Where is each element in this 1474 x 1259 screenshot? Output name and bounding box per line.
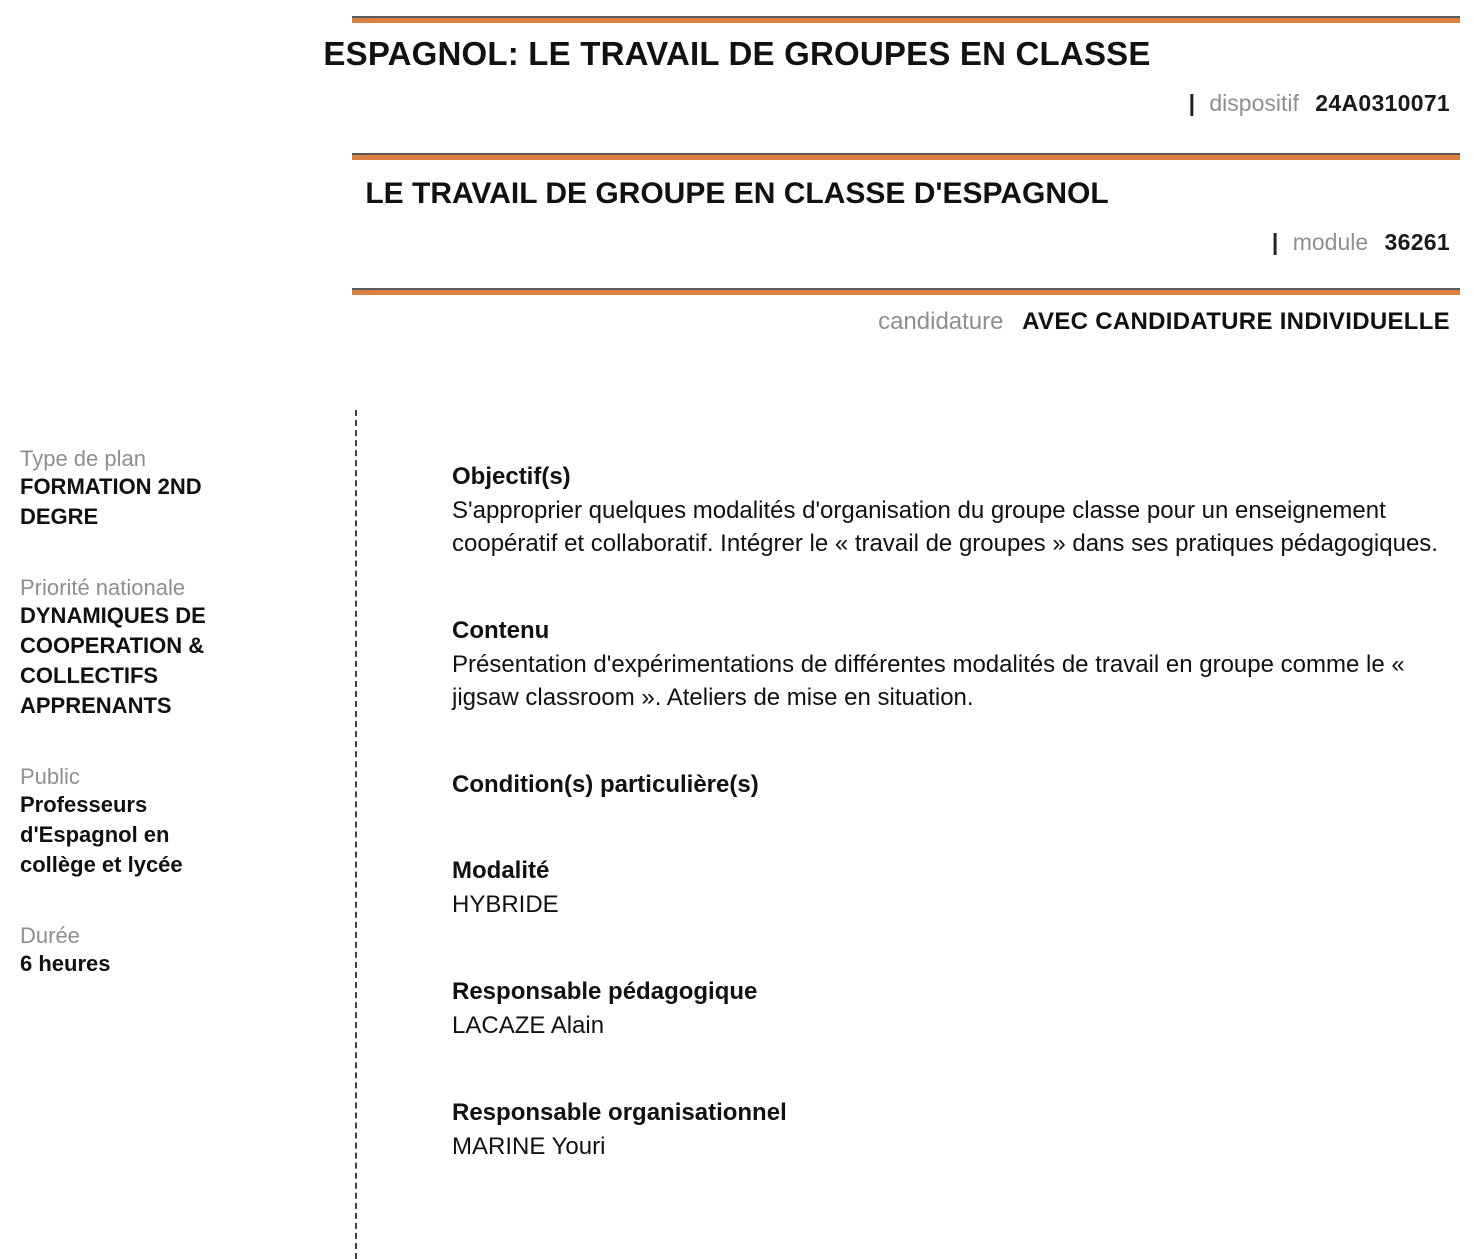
module-code: 36261	[1384, 228, 1450, 255]
sidebar	[0, 410, 355, 1259]
dispositif-code: 24A0310071	[1315, 89, 1450, 116]
sidebar-label: Type de plan	[20, 445, 146, 471]
section-conditions	[452, 770, 1444, 800]
sidebar-value: Professeurs d'Espagnol en collège et lycée	[20, 791, 183, 877]
section-heading: Contenu	[452, 616, 550, 644]
candidature-meta	[0, 307, 1474, 336]
module-meta	[0, 228, 1474, 256]
orange-rule-bottom	[352, 288, 1460, 295]
sidebar-group-public	[20, 763, 245, 880]
section-body: LACAZE Alain	[452, 1011, 605, 1039]
orange-rule-middle	[352, 153, 1460, 160]
candidature-value: AVEC CANDIDATURE INDIVIDUELLE	[1022, 307, 1450, 335]
candidature-label: candidature	[878, 307, 1004, 335]
section-modalite	[452, 856, 1444, 921]
module-label: module	[1292, 228, 1369, 255]
section-heading: Responsable pédagogique	[452, 977, 758, 1005]
sidebar-value: DYNAMIQUES DE COOPERATION & COLLECTIFS APPRENANTS	[20, 602, 206, 718]
dispositif-title: ESPAGNOL: LE TRAVAIL DE GROUPES EN CLASSE	[323, 35, 1151, 72]
sidebar-label: Public	[20, 763, 80, 789]
section-body: HYBRIDE	[452, 890, 559, 918]
section-contenu	[452, 616, 1444, 714]
section-responsable-organisationnel	[452, 1098, 1444, 1163]
dispositif-label: dispositif	[1209, 89, 1299, 116]
main-panel	[355, 410, 1474, 1259]
header	[0, 0, 1474, 336]
sidebar-value: 6 heures	[20, 950, 111, 976]
section-heading: Condition(s) particulière(s)	[452, 770, 759, 798]
dispositif-meta	[0, 89, 1474, 117]
main-inner	[452, 462, 1444, 1163]
sidebar-label: Durée	[20, 922, 80, 948]
content-area	[0, 410, 1474, 1259]
sidebar-group-priorite-nationale	[20, 574, 245, 721]
orange-rule-top	[352, 16, 1460, 23]
section-body: S'approprier quelques modalités d'organisation du groupe classe pour un enseignement coopératif et collaboratif. Intégrer le « travail de groupes » dans ses pratiques pédagogiques.	[452, 496, 1438, 557]
section-body: MARINE Youri	[452, 1132, 606, 1160]
sidebar-label: Priorité nationale	[20, 574, 186, 600]
section-heading: Responsable organisationnel	[452, 1098, 787, 1126]
pipe-separator: |	[1188, 89, 1195, 116]
section-heading: Modalité	[452, 856, 550, 884]
section-heading: Objectif(s)	[452, 462, 571, 490]
module-title: LE TRAVAIL DE GROUPE EN CLASSE D'ESPAGNOL	[365, 176, 1109, 210]
sidebar-value: FORMATION 2ND DEGRE	[20, 473, 202, 529]
sidebar-group-type-de-plan	[20, 445, 245, 532]
sidebar-group-duree	[20, 922, 245, 979]
section-body: Présentation d'expérimentations de différentes modalités de travail en groupe comme le « jigsaw classroom ». Ateliers de mise en situation.	[452, 650, 1405, 711]
section-responsable-pedagogique	[452, 977, 1444, 1042]
section-objectifs	[452, 462, 1444, 560]
pipe-separator: |	[1271, 228, 1279, 255]
